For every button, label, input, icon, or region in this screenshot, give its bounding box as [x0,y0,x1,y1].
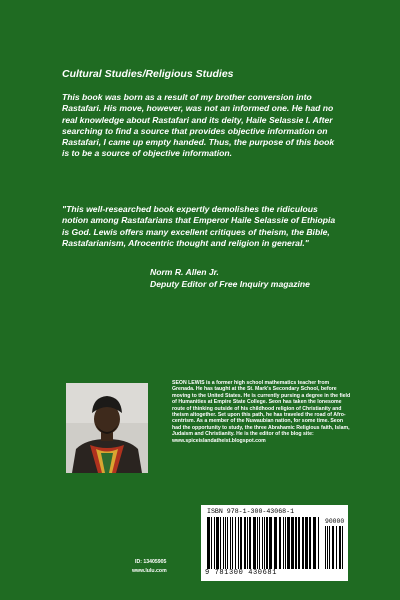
barcode-bar [257,517,258,569]
barcode-bar [264,517,265,569]
barcode-bar [269,517,272,569]
barcode-bar [262,517,263,569]
author-photo [66,383,148,473]
author-bio: SEON LEWIS is a former high school mathematics teacher from Grenada. He has taught at the St. Mark's Secondary School, before moving to the United States. He is currently pursing a degree in the field of Humanities at Empire State College. Seon has taken the lonesome route of thinking outside of his childhood religion of Christianity and theism altogether. Set upon this path, he has traveled the road of Afro-centrism. As a member of the Nuwaubian nation, for some time. Seon had the opportunity to study, the three Abrahamic Religious faith, Islam, Judaism and Christianity. He is the editor of the blog site: www.spiceislandatheist.blogspot.com [172,380,351,444]
barcode-bar [259,517,260,569]
isbn-label: ISBN 978-1-300-43068-1 [207,508,295,515]
barcode-bar [313,517,316,569]
barcode-bar [274,517,277,569]
barcode-bar [214,517,215,569]
barcode-bar [238,517,239,569]
publisher-id: ID: 13405905 [135,559,167,565]
barcode-bar [336,526,337,569]
barcode-bar [302,517,304,569]
barcode-bar [339,526,341,569]
barcode-bar [318,517,319,569]
barcode-bar [309,517,311,569]
barcode-bar [207,517,210,569]
category-label: Cultural Studies/Religious Studies [62,68,234,80]
barcode-digits: 9 781300 430681 [205,569,278,577]
barcode-bar [235,517,236,569]
barcode-bar [244,517,246,569]
barcode-bar [325,526,326,569]
barcode-bar [291,517,294,569]
barcode-bar [211,517,212,569]
publisher-url: www.lulu.com [132,568,167,574]
price-barcode-bars [325,526,345,569]
barcode-bar [298,517,300,569]
isbn-barcode [201,505,348,581]
barcode-bar [249,517,251,569]
barcode-bar [240,517,242,569]
barcode-bar [216,517,219,569]
barcode-bar [305,517,308,569]
barcode-bar [247,517,248,569]
barcode-bars [207,517,321,569]
barcode-bar [342,526,343,569]
barcode-bar [266,517,268,569]
barcode-bar [225,517,226,569]
barcode-bar [232,517,233,569]
barcode-bar [295,517,297,569]
quote-author: Norm R. Allen Jr. [150,267,219,277]
barcode-bar [253,517,256,569]
barcode-bar [283,517,284,569]
barcode-bar [285,517,286,569]
barcode-bar [332,526,334,569]
barcode-bar [329,526,330,569]
intro-paragraph: This book was born as a result of my brother conversion into Rastafari. His move, however, was not an informed one. He had no real knowledge about Rastafari and its deity, Haile Selassie I. After searching to find a source that provides objective information on Rastafari, I came up empty handed. Thus, the purpose of this book is to be a source of objective information. [62,92,335,159]
price-code: 90000 [325,518,345,525]
barcode-bar [327,526,328,569]
barcode-bar [230,517,231,569]
quote-author-title: Deputy Editor of Free Inquiry magazine [150,279,310,289]
barcode-bar [227,517,228,569]
barcode-bar [220,517,221,569]
review-quote: "This well-researched book expertly demolishes the ridiculous notion among Rastafarians that Emperor Haile Selassie of Ethiopia is God. Lewis offers many excellent critiques of theism, the Bible, Rastafarianism, Afrocentric thought and religion in general." [62,204,336,248]
barcode-bar [223,517,224,569]
barcode-bar [279,517,281,569]
barcode-bar [287,517,290,569]
